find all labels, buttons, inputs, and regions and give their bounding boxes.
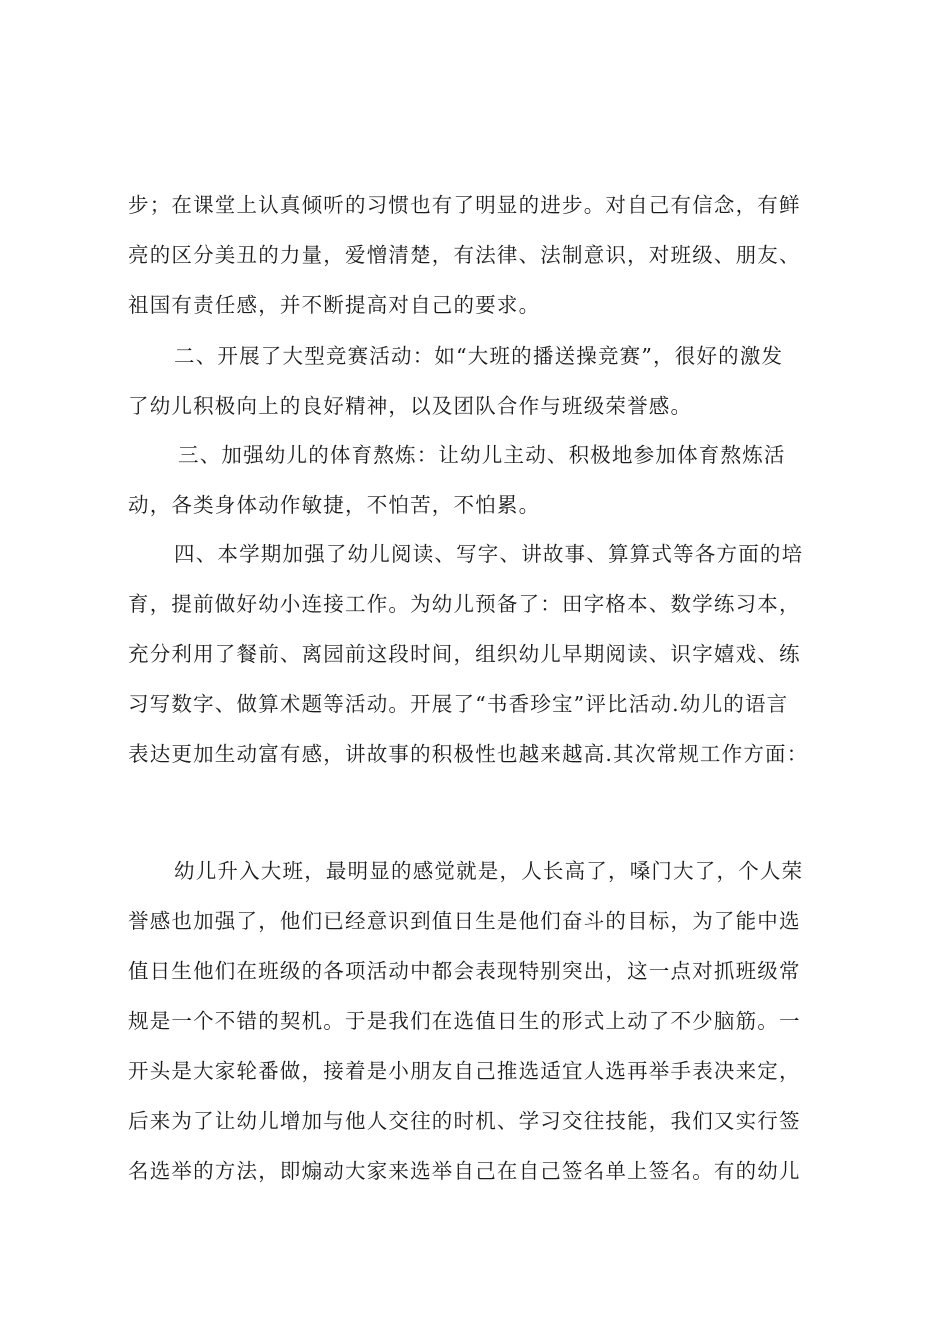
paragraph-4-line-4: 开头是大家轮番做，接着是小朋友自己推选适宜人选再举手表决来定，	[128, 1059, 801, 1083]
paragraph-1-line-0: 二、开展了大型竞赛活动：如“大班的播送操竞赛”，很好的激发	[174, 344, 784, 368]
paragraph-2-line-0: 三、加强幼儿的体育熬炼：让幼儿主动、积极地参加体育熬炼活	[178, 443, 786, 467]
paragraph-4-line-0: 幼儿升入大班，最明显的感觉就是，人长高了，嗓门大了，个人荣	[174, 859, 804, 883]
paragraph-4-line-3: 规是一个不错的契机。于是我们在选值日生的形式上动了不少脑筋。一	[128, 1009, 801, 1033]
paragraph-0-line-1: 亮的区分美丑的力量，爱憎清楚，有法律、法制意识，对班级、朋友、	[128, 243, 801, 267]
paragraph-2-line-1: 动，各类身体动作敏捷，不怕苦，不怕累。	[128, 493, 541, 517]
paragraph-4-line-2: 值日生他们在班级的各项活动中都会表现特别突出，这一点对抓班级常	[128, 959, 801, 983]
paragraph-4-line-1: 誉感也加强了，他们已经意识到值日生是他们奋斗的目标，为了能中选	[128, 909, 801, 933]
paragraph-0-line-2: 祖国有责任感，并不断提高对自己的要求。	[128, 293, 541, 317]
paragraph-3-line-1: 育，提前做好幼小连接工作。为幼儿预备了：田字格本、数学练习本，	[128, 592, 801, 616]
paragraph-3-line-2: 充分利用了餐前、离园前这段时间，组织幼儿早期阅读、识字嬉戏、练	[128, 642, 801, 666]
paragraph-3-line-4: 表达更加生动富有感，讲故事的积极性也越来越高.其次常规工作方面：	[128, 742, 809, 766]
paragraph-3-line-3: 习写数字、做算术题等活动。开展了“书香珍宝”评比活动.幼儿的语言	[128, 692, 789, 716]
paragraph-1-line-1: 了幼儿积极向上的良好精神，以及团队合作与班级荣誉感。	[128, 394, 693, 418]
paragraph-4-line-5: 后来为了让幼儿增加与他人交往的时机、学习交往技能，我们又实行签	[128, 1109, 801, 1133]
paragraph-0-line-0: 步；在课堂上认真倾听的习惯也有了明显的进步。对自己有信念，有鲜	[128, 193, 801, 217]
paragraph-4-line-6: 名选举的方法，即煽动大家来选举自己在自己签名单上签名。有的幼儿	[128, 1159, 801, 1183]
paragraph-3-line-0: 四、本学期加强了幼儿阅读、写字、讲故事、算算式等各方面的培	[174, 542, 804, 566]
